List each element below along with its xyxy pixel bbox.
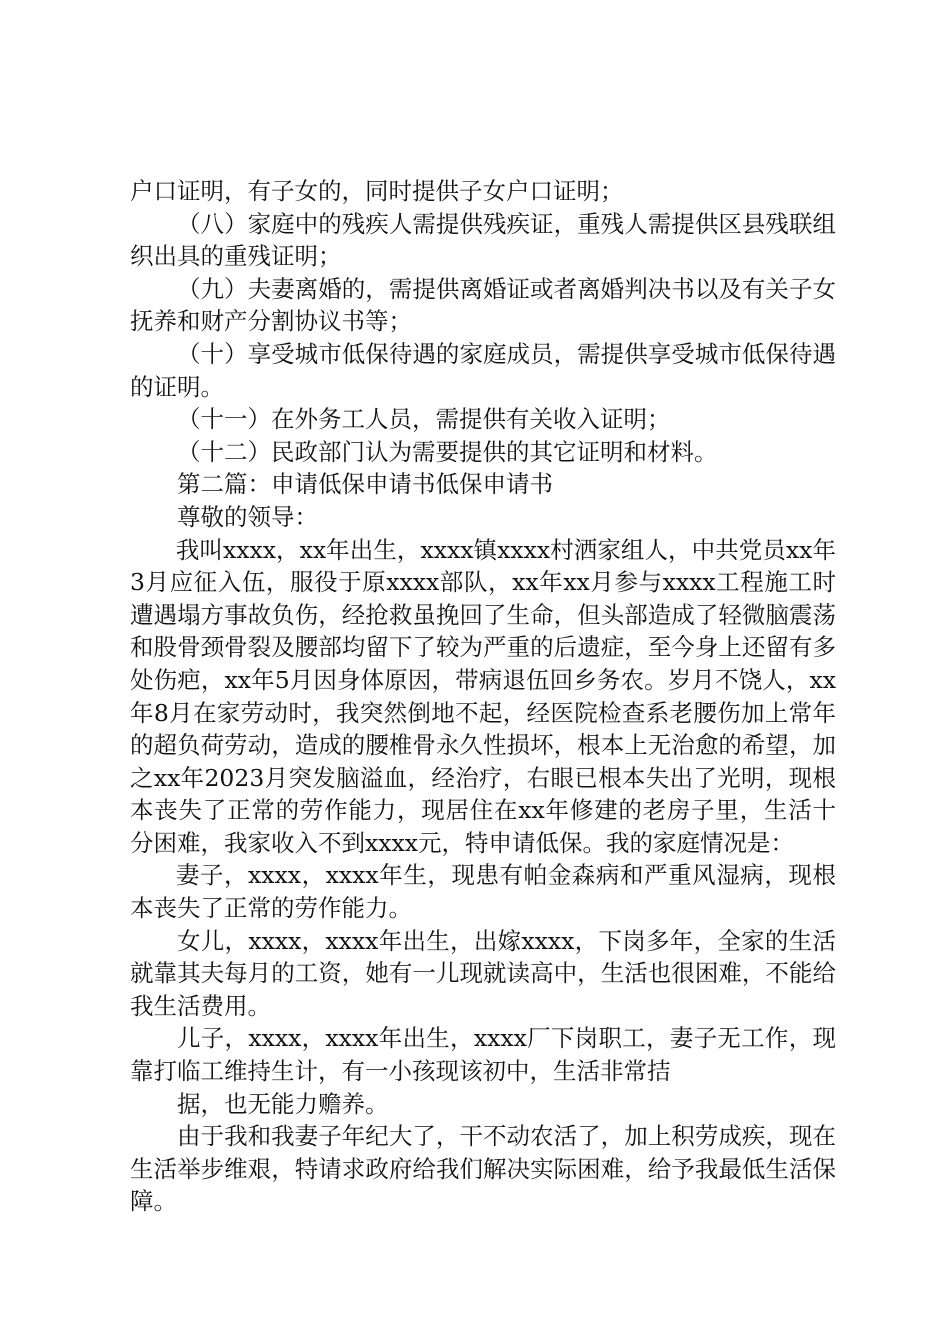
paragraph: （八）家庭中的残疾人需提供残疾证，重残人需提供区县残联组织出具的重残证明； — [130, 209, 836, 271]
paragraph: 我叫xxxx，xx年出生，xxxx镇xxxx村洒家组人，中共党员xx年3月应征入伍，服役于原xxxx部队，xx年xx月参与xxxx工程施工时遭遇塌方事故负伤，经抢救虽挽回了生命，但头部造成了轻微脑震荡和股骨颈骨裂及腰部均留下了较为严重的后遗症，至今身上还留有多处伤疤，xx年5月因身体原因，带病退伍回乡务农。岁月不饶人，xx年8月在家劳动时，我突然倒地不起，经医院检查系老腰伤加上常年的超负荷劳动，造成的腰椎骨永久性损坏，根本上无治愈的希望，加之xx年2023月突发脑溢血，经治疗，右眼已根本失出了光明，现根本丧失了正常的劳作能力，现居住在xx年修建的老房子里，生活十分困难，我家收入不到xxxx元，特申请低保。我的家庭情况是： — [130, 535, 836, 857]
paragraph: （十二）民政部门认为需要提供的其它证明和材料。 — [177, 437, 718, 466]
paragraph: （十一）在外务工人员，需提供有关收入证明； — [177, 405, 671, 434]
paragraph: （九）夫妻离婚的，需提供离婚证或者离婚判决书以及有关子女抚养和财产分割协议书等； — [130, 274, 836, 336]
paragraph: 妻子，xxxx，xxxx年生，现患有帕金森病和严重风湿病，现根本丧失了正常的劳作能力。 — [130, 861, 836, 923]
paragraph: 户口证明，有子女的，同时提供子女户口证明； — [130, 177, 624, 205]
paragraph: 由于我和我妻子年纪大了，干不动农活了，加上积劳成疾，现在生活举步维艰，特请求政府给我们解决实际困难，给予我最低生活保障。 — [130, 1122, 836, 1216]
document-body — [130, 175, 836, 1218]
section-heading: 第二篇：申请低保申请书低保申请书 — [177, 470, 553, 499]
salutation: 尊敬的领导： — [177, 502, 318, 531]
paragraph: 女儿，xxxx，xxxx年出生，出嫁xxxx，下岗多年，全家的生活就靠其夫每月的工资，她有一儿现就读高中，生活也很困难，不能给我生活费用。 — [130, 926, 836, 1020]
paragraph: 据，也无能力赡养。 — [177, 1089, 389, 1118]
paragraph: 儿子，xxxx，xxxx年出生，xxxx厂下岗职工，妻子无工作，现靠打临工维持生计，有一小孩现该初中，生活非常拮 — [130, 1024, 836, 1086]
paragraph: （十）享受城市低保待遇的家庭成员，需提供享受城市低保待遇的证明。 — [130, 339, 836, 401]
